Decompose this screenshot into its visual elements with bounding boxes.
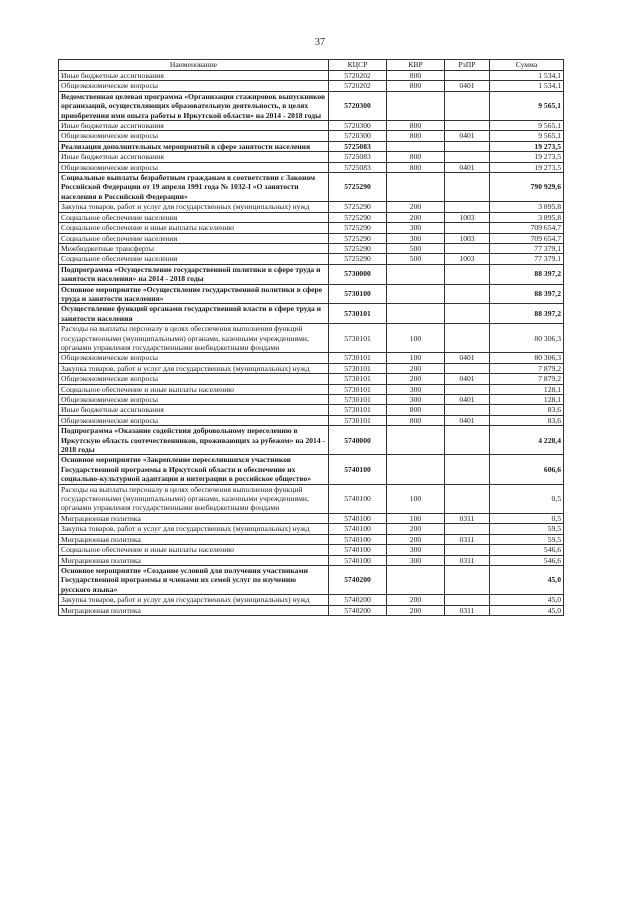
cell-rzpr — [445, 324, 490, 353]
table-row — [59, 605, 564, 615]
cell-kvr: 800 — [387, 415, 445, 425]
cell-sum: 709 654,7 — [490, 233, 564, 243]
cell-kcsr: 5725290 — [329, 254, 387, 264]
cell-name: Миграционная политика — [59, 534, 329, 544]
cell-kvr — [387, 264, 445, 284]
table-row — [59, 374, 564, 384]
cell-kvr — [387, 91, 445, 120]
cell-rzpr: 0401 — [445, 162, 490, 172]
cell-kcsr: 5730100 — [329, 284, 387, 304]
page-number: 37 — [315, 37, 325, 48]
cell-kvr — [387, 284, 445, 304]
cell-kcsr: 5740200 — [329, 605, 387, 615]
cell-name: Иные бюджетные ассигнования — [59, 405, 329, 415]
cell-sum: 45,0 — [490, 565, 564, 594]
cell-sum: 59,5 — [490, 534, 564, 544]
cell-rzpr — [445, 243, 490, 253]
table-row — [59, 121, 564, 131]
cell-rzpr — [445, 264, 490, 284]
header-kvr: КВР — [387, 60, 445, 71]
cell-kcsr: 5730101 — [329, 324, 387, 353]
cell-kcsr: 5740100 — [329, 534, 387, 544]
cell-rzpr — [445, 524, 490, 534]
cell-kvr: 300 — [387, 555, 445, 565]
table-row — [59, 304, 564, 324]
cell-kvr — [387, 426, 445, 455]
cell-sum: 88 397,2 — [490, 284, 564, 304]
cell-kvr: 300 — [387, 384, 445, 394]
cell-name: Закупка товаров, работ и услуг для государственных (муниципальных) нужд — [59, 202, 329, 212]
cell-kcsr: 5725290 — [329, 173, 387, 202]
cell-rzpr: 0401 — [445, 81, 490, 91]
cell-kcsr: 5730101 — [329, 304, 387, 324]
cell-kcsr: 5740100 — [329, 513, 387, 523]
cell-name: Расходы на выплаты персоналу в целях обеспечения выполнения функций государственными (муниципальными) органами, казенными учреждениями, органами управления государственными внебюджетными фондами — [59, 324, 329, 353]
cell-sum: 3 895,8 — [490, 202, 564, 212]
cell-kcsr: 5725083 — [329, 141, 387, 151]
table-row — [59, 81, 564, 91]
cell-sum: 546,6 — [490, 555, 564, 565]
cell-rzpr — [445, 426, 490, 455]
cell-rzpr — [445, 223, 490, 233]
table-row — [59, 173, 564, 202]
cell-sum: 83,6 — [490, 405, 564, 415]
cell-sum: 1 534,1 — [490, 81, 564, 91]
cell-name: Закупка товаров, работ и услуг для государственных (муниципальных) нужд — [59, 363, 329, 373]
cell-sum: 88 397,2 — [490, 264, 564, 284]
cell-kvr: 200 — [387, 595, 445, 605]
cell-kcsr: 5740100 — [329, 455, 387, 484]
cell-sum: 59,5 — [490, 524, 564, 534]
cell-sum: 606,6 — [490, 455, 564, 484]
cell-kvr: 800 — [387, 152, 445, 162]
cell-name: Основное мероприятие «Закрепление переселившихся участников Государственной программы в Иркутской области и обеспечение их социально-культурной адаптации и интеграции в российское общество» — [59, 455, 329, 484]
cell-name: Социальное обеспечение и иные выплаты населению — [59, 384, 329, 394]
cell-rzpr — [445, 405, 490, 415]
cell-kcsr: 5730000 — [329, 264, 387, 284]
cell-kcsr: 5725290 — [329, 233, 387, 243]
cell-name: Иные бюджетные ассигнования — [59, 152, 329, 162]
cell-rzpr — [445, 455, 490, 484]
cell-kcsr: 5725290 — [329, 223, 387, 233]
cell-kvr: 300 — [387, 223, 445, 233]
cell-rzpr — [445, 173, 490, 202]
cell-kvr — [387, 455, 445, 484]
cell-sum: 709 654,7 — [490, 223, 564, 233]
table-row — [59, 131, 564, 141]
cell-kcsr: 5725290 — [329, 243, 387, 253]
cell-kvr — [387, 304, 445, 324]
cell-sum: 7 879,2 — [490, 363, 564, 373]
cell-sum: 77 379,1 — [490, 254, 564, 264]
cell-name: Реализация дополнительных мероприятий в сфере занятости населения — [59, 141, 329, 151]
cell-sum: 4 228,4 — [490, 426, 564, 455]
cell-rzpr: 0401 — [445, 353, 490, 363]
cell-name: Закупка товаров, работ и услуг для государственных (муниципальных) нужд — [59, 524, 329, 534]
cell-kcsr: 5730101 — [329, 415, 387, 425]
cell-kvr: 200 — [387, 374, 445, 384]
cell-sum: 77 379,1 — [490, 243, 564, 253]
budget-table — [58, 59, 564, 616]
cell-name: Миграционная политика — [59, 555, 329, 565]
cell-kvr: 200 — [387, 212, 445, 222]
cell-name: Миграционная политика — [59, 605, 329, 615]
cell-sum: 19 273,5 — [490, 152, 564, 162]
cell-rzpr: 1003 — [445, 233, 490, 243]
table-row — [59, 534, 564, 544]
cell-rzpr: 0311 — [445, 513, 490, 523]
cell-kcsr: 5725083 — [329, 152, 387, 162]
cell-kcsr: 5720300 — [329, 121, 387, 131]
cell-rzpr — [445, 595, 490, 605]
cell-sum: 80 306,3 — [490, 324, 564, 353]
table-row — [59, 264, 564, 284]
cell-kcsr: 5740100 — [329, 524, 387, 534]
table-row — [59, 152, 564, 162]
cell-sum: 3 895,8 — [490, 212, 564, 222]
table-row — [59, 455, 564, 484]
header-sum: Сумма — [490, 60, 564, 71]
cell-kcsr: 5720202 — [329, 81, 387, 91]
table-row — [59, 91, 564, 120]
cell-kvr: 300 — [387, 545, 445, 555]
cell-name: Иные бюджетные ассигнования — [59, 121, 329, 131]
table-row — [59, 595, 564, 605]
cell-rzpr — [445, 384, 490, 394]
cell-sum: 9 565,1 — [490, 131, 564, 141]
table-row — [59, 71, 564, 81]
cell-rzpr — [445, 284, 490, 304]
cell-name: Общеэкономические вопросы — [59, 353, 329, 363]
cell-kvr — [387, 173, 445, 202]
cell-kcsr: 5730101 — [329, 374, 387, 384]
cell-rzpr — [445, 202, 490, 212]
cell-name: Социальное обеспечение населения — [59, 233, 329, 243]
table-row — [59, 363, 564, 373]
cell-rzpr — [445, 71, 490, 81]
table-row — [59, 202, 564, 212]
cell-kcsr: 5730101 — [329, 363, 387, 373]
cell-sum: 45,0 — [490, 595, 564, 605]
cell-rzpr: 0401 — [445, 374, 490, 384]
table-row — [59, 162, 564, 172]
cell-name: Общеэкономические вопросы — [59, 374, 329, 384]
cell-rzpr: 0311 — [445, 555, 490, 565]
cell-kvr: 100 — [387, 353, 445, 363]
cell-name: Миграционная политика — [59, 513, 329, 523]
cell-name: Межбюджетные трансферты — [59, 243, 329, 253]
cell-name: Ведомственная целевая программа «Организация стажировок выпускников организаций, осуществляющих образовательную деятельность, в целях приобретения ими опыта работы в Иркутской области» на 2014 - 2018 годы — [59, 91, 329, 120]
table-row — [59, 223, 564, 233]
cell-rzpr: 0401 — [445, 415, 490, 425]
table-row — [59, 484, 564, 513]
table-row — [59, 212, 564, 222]
header-kcsr: КЦСР — [329, 60, 387, 71]
cell-sum: 9 565,1 — [490, 91, 564, 120]
cell-name: Иные бюджетные ассигнования — [59, 71, 329, 81]
cell-name: Основное мероприятие «Осуществление государственной политики в сфере труда и занятости населения» — [59, 284, 329, 304]
cell-sum: 546,6 — [490, 545, 564, 555]
cell-kvr: 800 — [387, 121, 445, 131]
cell-sum: 19 273,5 — [490, 141, 564, 151]
cell-kcsr: 5730101 — [329, 395, 387, 405]
cell-name: Социальное обеспечение населения — [59, 212, 329, 222]
cell-rzpr — [445, 152, 490, 162]
header-rzpr: РзПР — [445, 60, 490, 71]
table-row — [59, 545, 564, 555]
cell-sum: 0,5 — [490, 513, 564, 523]
cell-rzpr: 1003 — [445, 254, 490, 264]
cell-kcsr: 5740100 — [329, 555, 387, 565]
cell-kvr: 800 — [387, 162, 445, 172]
cell-rzpr — [445, 565, 490, 594]
cell-rzpr — [445, 304, 490, 324]
cell-name: Общеэкономические вопросы — [59, 415, 329, 425]
cell-rzpr: 1003 — [445, 212, 490, 222]
cell-rzpr — [445, 484, 490, 513]
cell-name: Подпрограмма «Оказание содействия добровольному переселению в Иркутскую область соотечественников, проживающих за рубежом» на 2014 - 2018 годы — [59, 426, 329, 455]
cell-kcsr: 5740200 — [329, 565, 387, 594]
cell-kcsr: 5725290 — [329, 212, 387, 222]
table-row — [59, 324, 564, 353]
table-row — [59, 405, 564, 415]
cell-kvr: 500 — [387, 243, 445, 253]
cell-rzpr — [445, 91, 490, 120]
cell-kvr: 800 — [387, 81, 445, 91]
cell-sum: 88 397,2 — [490, 304, 564, 324]
cell-name: Общеэкономические вопросы — [59, 81, 329, 91]
cell-kcsr: 5730101 — [329, 384, 387, 394]
cell-sum: 1 534,1 — [490, 71, 564, 81]
cell-kcsr: 5740100 — [329, 484, 387, 513]
cell-kvr: 200 — [387, 534, 445, 544]
cell-sum: 45,0 — [490, 605, 564, 615]
table-row — [59, 233, 564, 243]
cell-sum: 128,1 — [490, 384, 564, 394]
cell-kcsr: 5730101 — [329, 405, 387, 415]
cell-rzpr: 0311 — [445, 605, 490, 615]
cell-kvr: 200 — [387, 605, 445, 615]
cell-name: Закупка товаров, работ и услуг для государственных (муниципальных) нужд — [59, 595, 329, 605]
cell-rzpr: 0401 — [445, 395, 490, 405]
cell-kvr — [387, 141, 445, 151]
table-row — [59, 353, 564, 363]
table-row — [59, 524, 564, 534]
cell-kvr: 100 — [387, 324, 445, 353]
cell-name: Подпрограмма «Осуществление государственной политики в сфере труда и занятости населения» на 2014 - 2018 годы — [59, 264, 329, 284]
cell-rzpr — [445, 141, 490, 151]
cell-kcsr: 5730101 — [329, 353, 387, 363]
table-row — [59, 395, 564, 405]
table-row — [59, 384, 564, 394]
cell-name: Общеэкономические вопросы — [59, 162, 329, 172]
header-name: Наименование — [59, 60, 329, 71]
table-row — [59, 426, 564, 455]
cell-rzpr — [445, 363, 490, 373]
cell-kvr: 200 — [387, 202, 445, 212]
cell-name: Социальное обеспечение населения — [59, 254, 329, 264]
cell-kvr: 200 — [387, 363, 445, 373]
cell-sum: 80 306,3 — [490, 353, 564, 363]
cell-sum: 83,6 — [490, 415, 564, 425]
cell-kvr: 300 — [387, 395, 445, 405]
cell-kvr: 100 — [387, 484, 445, 513]
cell-sum: 7 879,2 — [490, 374, 564, 384]
cell-name: Расходы на выплаты персоналу в целях обеспечения выполнения функций государственными (муниципальными) органами, казенными учреждениями, органами управления государственными внебюджетными фондами — [59, 484, 329, 513]
cell-kvr: 300 — [387, 233, 445, 243]
table-header — [59, 60, 564, 71]
cell-kvr: 800 — [387, 405, 445, 415]
cell-name: Общеэкономические вопросы — [59, 131, 329, 141]
cell-kcsr: 5720300 — [329, 91, 387, 120]
cell-rzpr: 0311 — [445, 534, 490, 544]
cell-kvr: 800 — [387, 71, 445, 81]
cell-kcsr: 5720202 — [329, 71, 387, 81]
cell-name: Социальное обеспечение и иные выплаты населению — [59, 223, 329, 233]
cell-kvr: 500 — [387, 254, 445, 264]
table-row — [59, 284, 564, 304]
cell-kcsr: 5740200 — [329, 595, 387, 605]
cell-kcsr: 5740100 — [329, 545, 387, 555]
cell-sum: 0,5 — [490, 484, 564, 513]
cell-kcsr: 5720300 — [329, 131, 387, 141]
table-body — [59, 71, 564, 616]
table-row — [59, 141, 564, 151]
table-row — [59, 254, 564, 264]
cell-name: Основное мероприятие «Создание условий для получения участниками Государственной программы и членами их семей услуг по изучению русского языка» — [59, 565, 329, 594]
table-row — [59, 513, 564, 523]
table-row — [59, 565, 564, 594]
cell-kcsr: 5740000 — [329, 426, 387, 455]
cell-kvr: 200 — [387, 524, 445, 534]
cell-kvr — [387, 565, 445, 594]
cell-sum: 19 273,5 — [490, 162, 564, 172]
cell-kvr: 100 — [387, 513, 445, 523]
cell-kvr: 800 — [387, 131, 445, 141]
cell-name: Социальные выплаты безработным гражданам в соответствии с Законом Российской Федерации от 19 апреля 1991 года № 1032-I «О занятости населения в Российской Федерации» — [59, 173, 329, 202]
table-row — [59, 243, 564, 253]
cell-sum: 128,1 — [490, 395, 564, 405]
cell-rzpr — [445, 121, 490, 131]
table-row — [59, 415, 564, 425]
cell-name: Социальное обеспечение и иные выплаты населению — [59, 545, 329, 555]
cell-kcsr: 5725290 — [329, 202, 387, 212]
cell-sum: 9 565,1 — [490, 121, 564, 131]
cell-name: Общеэкономические вопросы — [59, 395, 329, 405]
cell-name: Осуществление функций органами государственной власти в сфере труда и занятости населения — [59, 304, 329, 324]
cell-sum: 790 929,6 — [490, 173, 564, 202]
cell-kcsr: 5725083 — [329, 162, 387, 172]
cell-rzpr: 0401 — [445, 131, 490, 141]
header-row — [59, 60, 564, 71]
table-row — [59, 555, 564, 565]
cell-rzpr — [445, 545, 490, 555]
